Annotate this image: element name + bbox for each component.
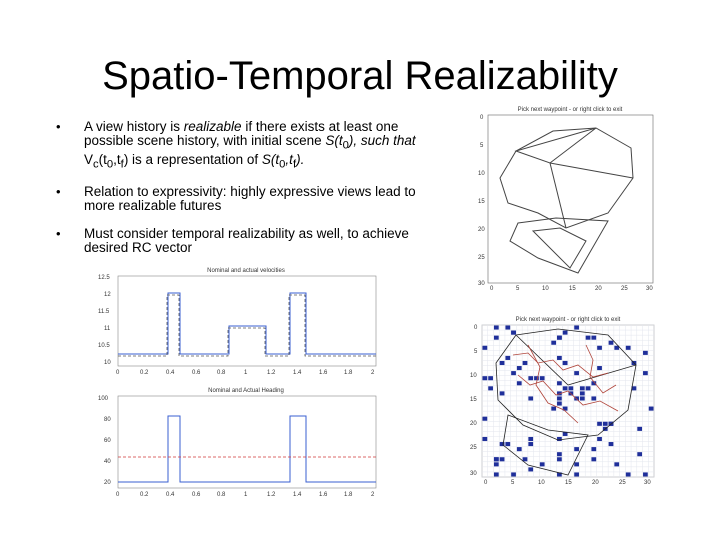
obstacle-cell [500,457,505,461]
obstacle-cell [505,442,510,446]
obstacle-cell [557,402,562,406]
svg-text:15: 15 [470,397,477,403]
obstacle-cell [557,452,562,456]
svg-text:1.2: 1.2 [267,370,276,376]
svg-text:0.4: 0.4 [166,492,175,498]
svg-text:10: 10 [470,373,477,379]
obstacle-cell [574,326,579,330]
obstacle-cell [569,386,574,390]
obstacle-cell [609,442,614,446]
svg-text:0: 0 [490,286,494,292]
heading-plot-title: Nominal and Actual Heading [208,388,284,394]
bullet-expressivity: • Relation to expressivity: highly expressive views lead to more realizable futures [56,184,416,214]
obstacle-cell [597,366,602,370]
obstacle-cell [580,396,585,400]
svg-text:10: 10 [104,360,111,366]
obstacle-cell [557,336,562,340]
obstacle-cell [483,417,488,421]
svg-text:25: 25 [621,286,628,292]
waypoint-plot [478,103,663,292]
svg-text:30: 30 [470,471,477,477]
svg-text:0.8: 0.8 [217,370,226,376]
obstacle-cell [626,346,631,350]
obstacle-cell [574,371,579,375]
svg-text:0.4: 0.4 [166,370,175,376]
obstacle-cell [580,386,585,390]
svg-text:1.4: 1.4 [293,370,302,376]
obstacle-cell [574,472,579,476]
obstacle-cell [609,341,614,345]
obstacle-cell [649,407,654,411]
bullet-realizable-definition: • A view history is realizable if there exists at least one possible scene history, with initial scene $S(t_0)$, such that $V_c(t_0,t_f)$ is a representation of $S(t_0,t_f)$. [56,119,416,171]
svg-text:1.4: 1.4 [293,492,302,498]
svg-text:30: 30 [646,286,653,292]
waypoint-plot-figure [478,103,663,292]
velocities-plot [96,266,386,376]
svg-text:0.6: 0.6 [192,370,201,376]
velocities-plot-figure [96,266,386,376]
svg-text:2: 2 [371,492,375,498]
svg-text:0.6: 0.6 [192,492,201,498]
obstacle-cell [483,346,488,350]
obstacle-cell [586,386,591,390]
obstacle-map-figure [468,315,663,485]
svg-text:0: 0 [480,115,484,121]
obstacle-cell [494,326,499,330]
obstacle-cell [597,422,602,426]
obstacle-cell [643,371,648,375]
svg-text:20: 20 [104,480,111,486]
svg-text:10.5: 10.5 [98,343,110,349]
svg-text:5: 5 [516,286,520,292]
svg-text:25: 25 [470,445,477,451]
obstacle-cell [626,472,631,476]
svg-text:1.8: 1.8 [344,370,353,376]
obstacle-cell [643,351,648,355]
obstacle-cell [494,472,499,476]
svg-text:0.2: 0.2 [140,492,149,498]
svg-text:1.2: 1.2 [267,492,276,498]
obstacle-cell [483,437,488,441]
svg-text:10: 10 [542,286,549,292]
obstacle-cell [586,336,591,340]
obstacle-cell [494,462,499,466]
bullet-glyph: • [56,119,61,134]
velocities-yticks [98,275,111,366]
svg-text:20: 20 [592,480,599,486]
obstacle-cell [603,422,608,426]
svg-text:11: 11 [104,326,111,332]
obstacle-cell [511,371,516,375]
waypoint-plot-title: Pick next waypoint - or right click to exit [517,107,623,113]
svg-text:0.8: 0.8 [217,492,226,498]
obstacle-cell [551,341,556,345]
obstacle-cell [637,452,642,456]
obstacle-cell [637,427,642,431]
velocities-xticks [116,370,375,376]
obstacle-cell [511,331,516,335]
obstacle-cell [523,457,528,461]
obstacle-xticks [484,480,651,486]
obstacle-cell [540,376,545,380]
obstacle-cell [540,462,545,466]
obstacle-cell [523,361,528,365]
obstacle-cell [597,346,602,350]
obstacle-cell [488,376,493,380]
slide-title: Spatio-Temporal Realizability [102,54,618,98]
obstacle-cell [591,396,596,400]
obstacle-cell [557,381,562,385]
svg-text:15: 15 [569,286,576,292]
obstacle-cell [551,407,556,411]
obstacle-map [468,315,663,485]
svg-text:0: 0 [116,492,120,498]
svg-text:30: 30 [644,480,651,486]
obstacle-map-title: Pick next waypoint - or right click to exit [515,317,621,323]
obstacle-cell [591,336,596,340]
obstacle-cell [483,376,488,380]
obstacle-cell [505,326,510,330]
svg-text:20: 20 [478,227,485,233]
bullet-glyph: • [56,184,61,200]
svg-text:10: 10 [478,171,485,177]
obstacle-cell [574,462,579,466]
obstacle-cell [528,396,533,400]
obstacle-cell [528,442,533,446]
obstacle-cell [580,391,585,395]
obstacle-cell [505,356,510,360]
obstacle-cell [574,447,579,451]
obstacle-cell [563,361,568,365]
obstacle-cell [557,396,562,400]
svg-text:100: 100 [98,396,109,402]
svg-text:0: 0 [116,370,120,376]
svg-text:0.2: 0.2 [140,370,149,376]
heading-plot-figure [96,386,386,498]
obstacle-cell [500,391,505,395]
obstacle-cell [643,472,648,476]
heading-xticks [116,492,375,498]
svg-text:10: 10 [538,480,545,486]
svg-text:1: 1 [244,370,248,376]
obstacle-cell [557,437,562,441]
obstacle-cell [614,462,619,466]
waypoint-yticks [478,115,485,287]
bullet-list [56,120,436,269]
obstacle-cell [528,376,533,380]
svg-text:0: 0 [484,480,488,486]
svg-text:80: 80 [104,417,111,423]
svg-text:40: 40 [104,459,111,465]
svg-text:25: 25 [478,255,485,261]
heading-plot [96,386,386,498]
svg-text:12.5: 12.5 [98,275,110,281]
obstacle-cell [511,472,516,476]
svg-text:25: 25 [619,480,626,486]
obstacle-cell [591,457,596,461]
svg-text:0: 0 [474,325,478,331]
svg-text:15: 15 [478,199,485,205]
bullet-glyph: • [56,226,61,242]
svg-text:5: 5 [474,349,478,355]
obstacle-cell [494,457,499,461]
obstacle-cell [517,366,522,370]
svg-text:1.6: 1.6 [319,370,328,376]
obstacle-cell [528,437,533,441]
obstacle-cell [528,467,533,471]
velocities-plot-title: Nominal and actual velocities [207,268,285,274]
obstacle-cell [488,386,493,390]
svg-text:15: 15 [565,480,572,486]
waypoint-xticks [490,286,653,292]
obstacle-cell [557,457,562,461]
obstacle-cell [500,361,505,365]
obstacle-cell [597,437,602,441]
obstacle-cell [563,386,568,390]
svg-text:1.6: 1.6 [319,492,328,498]
svg-text:60: 60 [104,438,111,444]
obstacle-cell [591,447,596,451]
svg-text:30: 30 [478,281,485,287]
svg-text:1: 1 [244,492,248,498]
svg-text:5: 5 [480,143,484,149]
svg-text:11.5: 11.5 [98,309,110,315]
obstacle-cell [563,331,568,335]
svg-text:2: 2 [371,370,375,376]
obstacle-cell [494,336,499,340]
svg-text:5: 5 [511,480,515,486]
obstacle-cell [557,356,562,360]
heading-yticks [98,396,111,486]
svg-text:1.8: 1.8 [344,492,353,498]
svg-text:20: 20 [470,421,477,427]
bullet-temporal-realizability: • Must consider temporal realizability as well, to achieve desired RC vector [56,226,409,256]
obstacle-cell [517,447,522,451]
obstacle-yticks [470,325,478,477]
obstacle-cell [517,381,522,385]
svg-text:20: 20 [595,286,602,292]
svg-text:12: 12 [104,292,111,298]
